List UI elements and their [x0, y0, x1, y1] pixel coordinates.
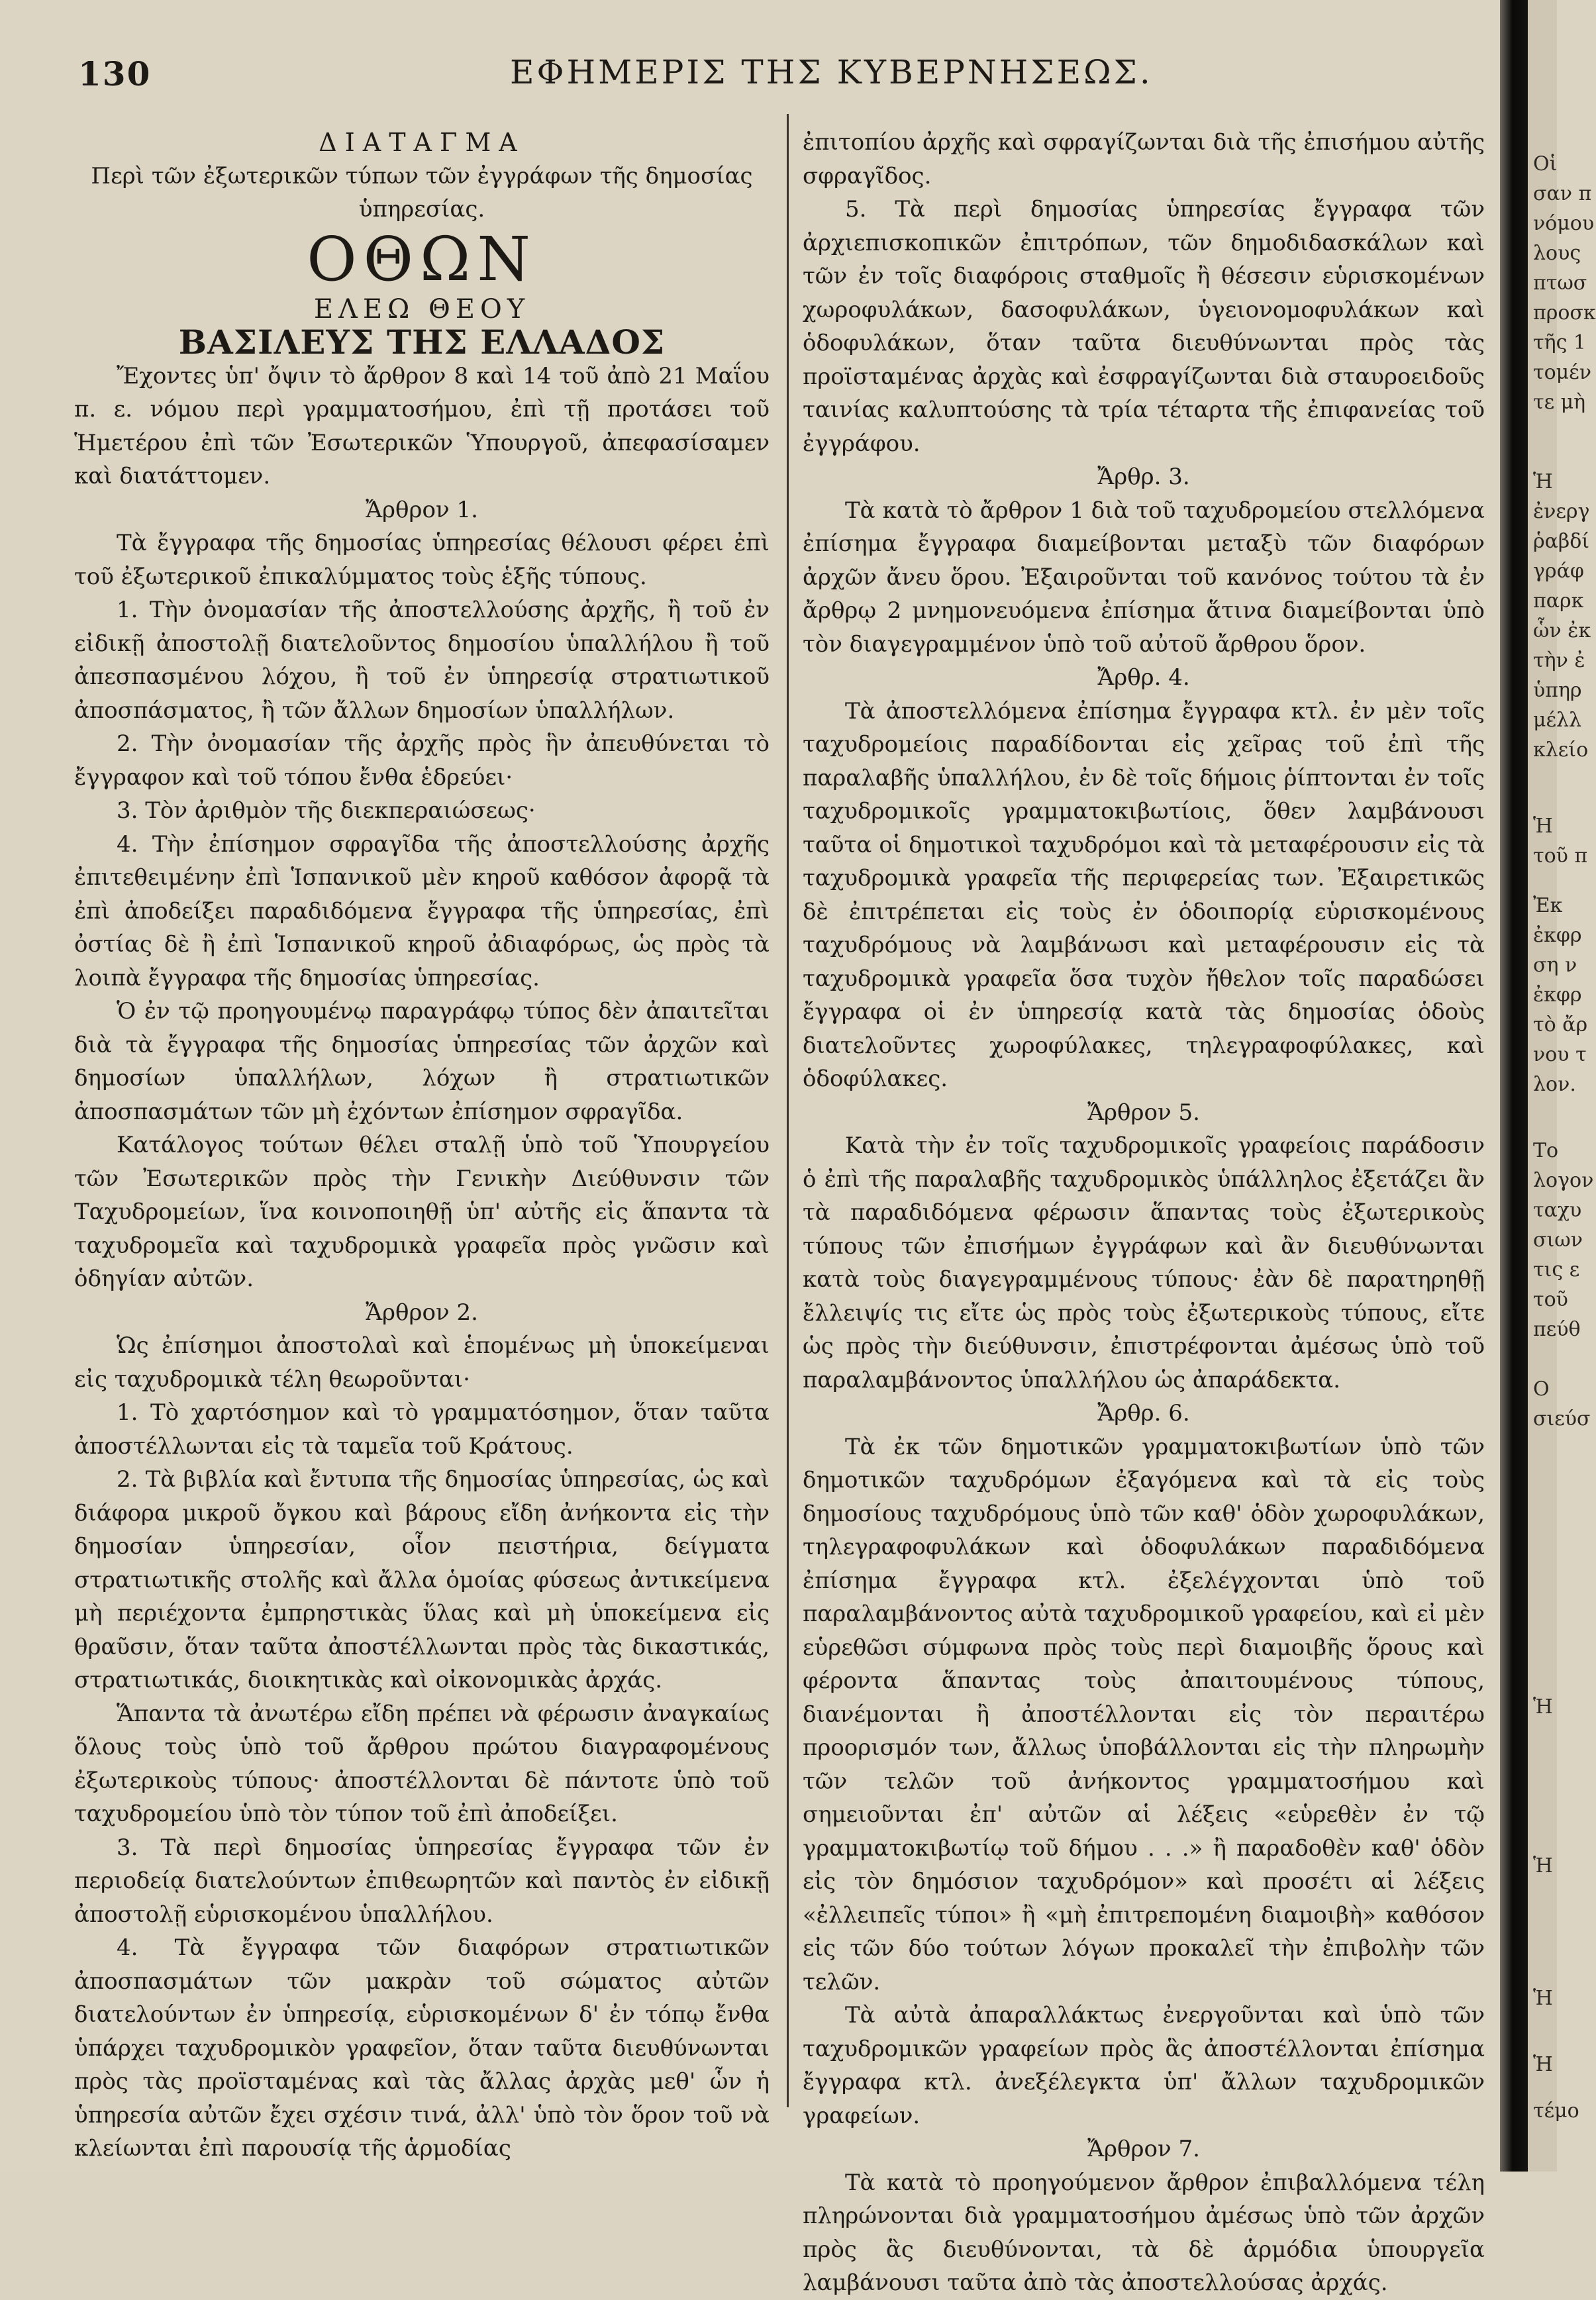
article-heading: Ἄρθρ. 3. [1097, 464, 1190, 490]
paragraph: Κατάλογος τούτων θέλει σταλῇ ὑπὸ τοῦ Ὑπουργείου τῶν Ἐσωτερικῶν πρὸς τὴν Γενικὴν Διεύθυνσιν τῶν Ταχυδρομείων, ἵνα κοινοποιηθῇ ὑπ' αὐτῆς εἰς ἅπαντα τὰ ταχυδρομεῖα καὶ ταχυδρομικὰ γραφεῖα πρὸς γνῶσιν καὶ ὁδηγίαν αὐτῶν. [74, 1132, 770, 1292]
paragraph: 2. Τὴν ὀνομασίαν τῆς ἀρχῆς πρὸς ἣν ἀπευθύνεται τὸ ἔγγραφον καὶ τοῦ τόπου ἔνθα ἑδρεύει· [74, 730, 770, 791]
article-heading: Ἄρθρον 5. [1087, 1099, 1200, 1126]
left-column [74, 126, 770, 2166]
adjacent-page-fragment: ση ν [1533, 954, 1577, 977]
paragraph: Τὰ ἀποστελλόμενα ἐπίσημα ἔγγραφα κτλ. ἐν μὲν τοῖς ταχυδρομείοις παραδίδονται εἰς χεῖρας τοῦ ἐπὶ τῆς παραλαβῆς ὑπαλλήλου, ἐν δὲ τοῖς δήμοις ῥίπτονται ἐν τοῖς ταχυδρομικοῖς γραμματοκιβωτίοις, ὅθεν λαμβάνουσι ταῦτα οἱ δημοτικοὶ ταχυδρόμοι καὶ τὰ μεταφέρουσιν εἰς τὰ ταχυδρομικὰ γραφεῖα τῆς περιφερείας των. Ἐξαιρετικῶς δὲ ἐπιτρέπεται εἰς τοὺς ἐν ὁδοιπορίᾳ εὑρισκομένους ταχυδρόμους νὰ λαμβάνωσι καὶ μεταφέρουσιν εἰς τὰ ταχυδρομικὰ γραφεῖα ὅσα τυχὸν ἤθελον τοῖς παραδώσει ἔγγραφα οἱ ἐν ὑπηρεσίᾳ κατὰ τὰς δημοσίας ὁδοὺς διατελοῦντες χωροφύλακες, τηλεγραφοφύλακες, καὶ ὁδοφύλακες. [803, 697, 1485, 1092]
adjacent-page-fragment: λον. [1533, 1073, 1576, 1096]
adjacent-page-fragment: ταχυ [1533, 1199, 1582, 1222]
adjacent-page-fragment: Οἱ [1533, 152, 1558, 175]
paragraph: Ὁ ἐν τῷ προηγουμένῳ παραγράφῳ τύπος δὲν ἀπαιτεῖται διὰ τὰ ἔγγραφα τῆς δημοσίας ὑπηρεσίας τῶν ἀρχῶν καὶ δημοσίων ὑπαλλήλων, λόχων ἢ στρατιωτικῶν ἀποσπασμάτων τῶν μὴ ἐχόντων ἐπίσημον σφραγῖδα. [74, 998, 770, 1125]
running-title: ΕΦΗΜΕΡΙΣ ΤΗΣ ΚΥΒΕΡΝΗΣΕΩΣ. [510, 53, 1153, 91]
adjacent-page-fragment: Ἡ [1533, 1987, 1553, 2010]
adjacent-page-fragment: Ἡ [1533, 470, 1553, 493]
adjacent-page-fragment: τέμο [1533, 2099, 1579, 2123]
decree-subject: Περὶ τῶν ἐξωτερικῶν τύπων τῶν ἐγγράφων τῆς δημοσίας ὑπηρεσίας. [91, 162, 753, 223]
book-gutter [1500, 0, 1528, 2172]
paragraph: 2. Τὰ βιβλία καὶ ἔντυπα τῆς δημοσίας ὑπηρεσίας, ὡς καὶ διάφορα μικροῦ ὄγκου καὶ βάρους εἴδη ἀνήκοντα εἰς τὴν δημοσίαν ὑπηρεσίαν, οἷον πειστήρια, δείγματα στρατιωτικῆς στολῆς καὶ ἄλλα ὁμοίας φύσεως ἀντικείμενα μὴ περιέχοντα ἐμπρηστικὰς ὕλας καὶ μὴ ὑποκείμενα εἰς θραῦσιν, ὅταν ταῦτα ἀποστέλλωνται πρὸς τὰς δικαστικάς, στρατιωτικάς, διοικητικὰς καὶ οἰκονομικὰς ἀρχάς. [74, 1466, 770, 1693]
adjacent-page-fragment: ἐκφρ [1533, 983, 1582, 1007]
adjacent-page-fragment: τις ε [1533, 1258, 1580, 1281]
adjacent-page-fragment: γράφ [1533, 560, 1584, 583]
article-heading: Ἄρθρον 2. [366, 1299, 478, 1326]
paragraph: 1. Τὴν ὀνομασίαν τῆς ἀποστελλούσης ἀρχῆς, ἢ τοῦ ἐν εἰδικῇ ἀποστολῇ διατελοῦντος δημοσίου ὑπαλλήλου ἢ τοῦ ἀπεσπασμένου λόχου, ἢ τοῦ ἐν ὑπηρεσίᾳ στρατιωτικοῦ ἀποσπάσματος, ἢ τῶν ἄλλων δημοσίων ὑπαλλήλων. [74, 597, 770, 724]
adjacent-page-fragment: τῆς 1 [1533, 331, 1586, 354]
adjacent-page-fragment: τε μὴ [1533, 391, 1586, 414]
adjacent-page-fragment: Ἡ [1533, 1854, 1553, 1877]
royal-title: ΒΑΣΙΛΕΥΣ ΤΗΣ ΕΛΛΑΔΟΣ [178, 323, 666, 362]
paragraph: 3. Τὰ περὶ δημοσίας ὑπηρεσίας ἔγγραφα τῶν ἐν περιοδείᾳ διατελούντων ἐπιθεωρητῶν καὶ παντὸς ἐν εἰδικῇ ἀποστολῇ εὑρισκομένου ὑπαλλήλου. [74, 1834, 770, 1928]
paragraph: Τὰ ἔγγραφα τῆς δημοσίας ὑπηρεσίας θέλουσι φέρει ἐπὶ τοῦ ἐξωτερικοῦ ἐπικαλύμματος τοὺς ἑξῆς τύπους. [74, 530, 770, 590]
paragraph: Τὰ αὐτὰ ἀπαραλλάκτως ἐνεργοῦνται καὶ ὑπὸ τῶν ταχυδρομικῶν γραφείων πρὸς ἃς ἀποστέλλονται ἐπίσημα ἔγγραφα κτλ. ἀνεξέλεγκτα ὑπ' ἄλλων ταχυδρομικῶν γραφείων. [803, 2002, 1485, 2129]
decree-heading: ΔΙΑΤΑΓΜΑ [319, 128, 525, 157]
adjacent-page-fragment: νόμου [1533, 212, 1595, 235]
page-number: 130 [78, 54, 152, 93]
adjacent-page-fragment: Το [1533, 1139, 1559, 1162]
paragraph: 1. Τὸ χαρτόσημον καὶ τὸ γραμματόσημον, ὅταν ταῦτα ἀποστέλλωνται εἰς τὰ ταμεῖα τοῦ Κράτους. [74, 1399, 770, 1460]
adjacent-page-fragment: τὸ ἄρ [1533, 1013, 1588, 1036]
paragraph: 4. Τὴν ἐπίσημον σφραγῖδα τῆς ἀποστελλούσης ἀρχῆς ἐπιτεθειμένην ἐπὶ Ἱσπανικοῦ μὲν κηροῦ καθόσον ἀφορᾷ τὰ ἐπὶ ἀποδείξει παραδιδόμενα ἔγγραφα τῆς ὑπηρεσίας, ἐπὶ ὀστίας δὲ ἢ ἐπὶ Ἱσπανικοῦ κηροῦ ἀδιαφόρως, ὡς πρὸς τὰ λοιπὰ ἔγγραφα τῆς δημοσίας ὑπηρεσίας. [74, 830, 770, 991]
adjacent-page-fragment: σιεύσ [1533, 1407, 1591, 1430]
paragraph: 3. Τὸν ἀριθμὸν τῆς διεκπεραιώσεως· [117, 797, 536, 824]
article-heading: Ἄρθρον 7. [1087, 2136, 1200, 2162]
adjacent-page-fragment: λους [1533, 242, 1581, 265]
paragraph: 5. Τὰ περὶ δημοσίας ὑπηρεσίας ἔγγραφα τῶν ἀρχιεπισκοπικῶν ἐπιτρόπων, τῶν δημοδιδασκάλων καὶ τῶν ἐν τοῖς διαφόροις σταθμοῖς ἢ θέσεσιν εὑρισκομένων χωροφυλάκων, δασοφυλάκων, ὑγειονομοφυλάκων καὶ ὁδοφυλάκων, ὅταν ταῦτα διευθύνωνται πρὸς τὰς προϊσταμένας ἀρχὰς καὶ ἐσφραγίζωνται διὰ σταυροειδοῦς ταινίας καλυπτούσης τὰ τρία τέταρτα τῆς ἐπιφανείας τοῦ ἐγγράφου. [803, 196, 1485, 457]
adjacent-page-fragment: τοῦ [1533, 1288, 1568, 1311]
adjacent-page-fragment: Ἡ [1533, 1695, 1553, 1719]
adjacent-page-fragment: παρκ [1533, 589, 1584, 613]
king-name: ΟΘΩΝ [307, 223, 537, 295]
paragraph: Τὰ κατὰ τὸ ἄρθρον 1 διὰ τοῦ ταχυδρομείου στελλόμενα ἐπίσημα ἔγγραφα διαμείβονται μεταξὺ τῶν διαφόρων ἀρχῶν ἄνευ ὅρου. Ἐξαιροῦνται τοῦ κανόνος τούτου τὰ ἐν ἄρθρῳ 2 μνημονευόμενα ἐπίσημα ἅτινα διαμείβονται ὑπὸ τὸν διαγεγραμμένον ὑπὸ τοῦ αὐτοῦ ἄρθρου ὅρον. [803, 497, 1485, 658]
adjacent-page-fragment: Ο [1533, 1377, 1550, 1401]
preamble: Ἔχοντες ὑπ' ὄψιν τὸ ἄρθρον 8 καὶ 14 τοῦ ἀπὸ 21 Μαΐου π. ε. νόμου περὶ γραμματοσήμου, ἐπὶ τῇ προτάσει τοῦ Ἡμετέρου ἐπὶ τῶν Ἐσωτερικῶν Ὑπουργοῦ, ἀπεφασίσαμεν καὶ διατάττομεν. [74, 362, 770, 489]
paragraph: 4. Τὰ ἔγγραφα τῶν διαφόρων στρατιωτικῶν ἀποσπασμάτων τῶν μακρὰν τοῦ σώματος αὐτῶν διατελούντων ἐν ὑπηρεσίᾳ, εὑρισκομένων δ' ἐν τόπῳ ἔνθα ὑπάρχει ταχυδρομικὸν γραφεῖον, ὅταν ταῦτα διευθύνωνται πρὸς τὰς προϊσταμένας καὶ τὰς ἄλλας ἀρχὰς μεθ' ὧν ἡ ὑπηρεσία αὐτῶν ἔχει σχέσιν τινά, ἀλλ' ὑπὸ τὸν ὅρον τοῦ νὰ κλείωνται ἐπὶ παρουσίᾳ τῆς ἁρμοδίας [74, 1934, 770, 2162]
adjacent-page-fragment: ὑπηρ [1533, 679, 1582, 702]
adjacent-page-fragment: Ἡ [1533, 815, 1553, 838]
adjacent-page-fragment: Ἡ [1533, 2053, 1553, 2076]
article-heading: Ἄρθρ. 4. [1097, 664, 1190, 691]
adjacent-page-fragment: Ἐκ [1533, 894, 1563, 917]
paragraph: Ὡς ἐπίσημοι ἀποστολαὶ καὶ ἑπομένως μὴ ὑποκείμεναι εἰς ταχυδρομικὰ τέλη θεωροῦνται· [74, 1332, 770, 1393]
adjacent-page-fragment: μέλλ [1533, 709, 1582, 732]
adjacent-page-fragment: νου τ [1533, 1043, 1587, 1066]
adjacent-page-fragment: τὴν ἐ [1533, 649, 1585, 672]
adjacent-page-fragment: κλείο [1533, 738, 1589, 762]
adjacent-page-fragment: ὧν ἐκ [1533, 619, 1591, 642]
paragraph: Τὰ ἐκ τῶν δημοτικῶν γραμματοκιβωτίων ὑπὸ τῶν δημοτικῶν ταχυδρόμων ἐξαγόμενα καὶ τὰ εἰς τοὺς δημοσίους ταχυδρόμους ὑπὸ τῶν καθ' ὁδὸν χωροφυλάκων, τηλεγραφοφυλάκων καὶ ὁδοφυλάκων παραδιδόμενα ἐπίσημα ἔγγραφα κτλ. ἐξελέγχονται ὑπὸ τοῦ παραλαμβάνοντος αὐτὰ ταχυδρομικοῦ γραφείου, καὶ εἰ μὲν εὑρεθῶσι σύμφωνα πρὸς τοὺς περὶ διαμοιβῆς ὅρους καὶ φέροντα ἅπαντας τοὺς ἀπαιτουμένους τύπους, διανέμονται ἢ ἀποστέλλονται εἰς τὸν περαιτέρω προορισμόν των, ἄλλως ὑποβάλλονται εἰς τὴν πληρωμὴν τῶν τελῶν τοῦ ἀνήκοντος γραμματοσήμου καὶ σημειοῦνται ἐπ' αὐτῶν αἱ λέξεις «εὑρεθὲν ἐν τῷ γραμματοκιβωτίῳ τοῦ δήμου . . .» ἢ παραδοθὲν καθ' ὁδὸν εἰς τὸν δημόσιον ταχυδρόμον» καὶ προσέτι αἱ λέξεις «ἐλλειπεῖς τύποι» ἢ «μὴ ἐπιτρεπομένη διαμοιβὴ» καθόσον εἰς τῶν δύο τούτων λόγων προκαλεῖ τὴν ἐπιβολὴν τῶν τελῶν. [803, 1433, 1485, 1995]
paragraph: Κατὰ τὴν ἐν τοῖς ταχυδρομικοῖς γραφείοις παράδοσιν ὁ ἐπὶ τῆς παραλαβῆς ταχυδρομικὸς ὑπάλληλος ἐξετάζει ἂν τὰ παραδιδόμενα φέρωσιν ἅπαντας τοὺς ἐξωτερικοὺς τύπους τῶν ἐπισήμων ἐγγράφων καὶ ἂν διευθύνωνται κατὰ τοὺς διαγεγραμμένους τύπους· ἐὰν δὲ παρατηρηθῇ ἔλλειψίς τις εἴτε ὡς πρὸς τοὺς ἐξωτερικοὺς τύπους, εἴτε ὡς πρὸς τὴν διεύθυνσιν, ἐπιστρέφονται ἀμέσως ὑπὸ τοῦ παραλαμβάνοντος ὑπαλλήλου ὡς ἀπαράδεκτα. [803, 1132, 1485, 1393]
right-column [803, 126, 1485, 2300]
adjacent-page-fragment: τοῦ π [1533, 844, 1588, 868]
adjacent-page-fragment: προσκ [1533, 301, 1596, 325]
by-grace-of-god: ΕΛΕΩ ΘΕΟΥ [313, 293, 530, 325]
article-heading: Ἄρθρ. 6. [1097, 1400, 1190, 1426]
column-divider [787, 114, 789, 2107]
adjacent-page-fragment: πεύθ [1533, 1318, 1581, 1341]
adjacent-page-fragment: σαν π [1533, 182, 1592, 205]
adjacent-page-fragment: λογον [1533, 1169, 1594, 1192]
adjacent-page-fragment: ἐνεργ [1533, 500, 1590, 523]
adjacent-page-fragment: ῥαβδί [1533, 530, 1590, 553]
adjacent-page-fragment: τομέν [1533, 361, 1591, 384]
adjacent-page-fragment: σιων [1533, 1228, 1583, 1252]
article-heading: Ἄρθρον 1. [366, 496, 478, 523]
adjacent-page-fragment: ἐκφρ [1533, 924, 1582, 947]
adjacent-page-fragment: πτωσ [1533, 272, 1587, 295]
paragraph-continuation: ἐπιτοπίου ἀρχῆς καὶ σφραγίζωνται διὰ τῆς ἐπισήμου αὐτῆς σφραγῖδος. [803, 129, 1485, 189]
paragraph: Τὰ κατὰ τὸ προηγούμενον ἄρθρον ἐπιβαλλόμενα τέλη πληρώνονται διὰ γραμματοσήμου ἀμέσως ὑπὸ τῶν ἀρχῶν πρὸς ἃς διευθύνονται, τὰ δὲ ἁρμόδια ὑπουργεῖα λαμβάνουσι ταῦτα ἀπὸ τὰς ἀποστελλούσας ἀρχάς. [803, 2169, 1485, 2296]
paragraph: Ἅπαντα τὰ ἀνωτέρω εἴδη πρέπει νὰ φέρωσιν ἀναγκαίως ὅλους τοὺς ὑπὸ τοῦ ἄρθρου πρώτου διαγραφομένους ἐξωτερικοὺς τύπους· ἀποστέλλονται δὲ πάντοτε ὑπὸ τοῦ ταχυδρομείου ὑπὸ τὸν τύπον τοῦ ἐπὶ ἀποδείξει. [74, 1700, 770, 1827]
